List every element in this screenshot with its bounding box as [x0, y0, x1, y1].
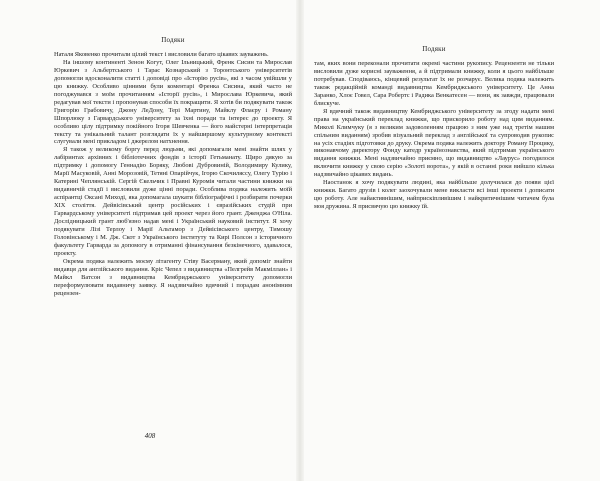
left-paragraph-1: Наталя Яковенко прочитали цілий текст і висловили багато цікавих зауважень.: [54, 51, 269, 58]
right-paragraph-2: Я вдячний також видавництву Кембриджського університету за згоду надати мені права на український переклад книжки, що прискорило роботу над цим виданням. Миколі Климчуку (я з великим задоволенням працюю з ним уже над третім нашим спільним виданням) зробив візуальний переклад з англійської та супроводив рукопис на усіх стадіях підготовки до друку. Окрема подяка належить доктору Роману Процику, виконавчому директору Фонду катедр українознавства, який підтримав українського видання книжки. Мені надзвичайно приємно, що видавництво «Лаурус» погодилося включити книжку у свою серію «Золоті ворота», у якій в останні роки вийшло кілька надзвичайно цікавих видань.: [314, 107, 554, 179]
right-paragraph-3: Наостанок я хочу подякувати людині, яка найбільше долучилася до появи цієї книжки. Багато друзів і колег заохочували мене викласти всі інші проекти і дописати цю роботу. Але найактивнішим, найприскіпливішим і найкритичнішим читачем була моя дружина. Я присвячую цю книжку їй.: [314, 179, 554, 211]
left-paragraph-3: Я також у великому боргу перед людьми, які допомагали мені знайти шлях у лабіринтах архівних і бібліотечних фондів з історії Гетьманату. Щиро дякую за підтримку і допомогу Геннадію Боряку, Любові Дубровиній, Володимиру Кулику, Марії Масуковій, Анні Морозовій, Тетяні Опарійчук, Ігорю Скочиляссу, Олегу Турію і Катерині Чеплянській. Сергій Єкельчик і Правні Куромія читали частини книжки на видавничій стадії і висловили дуже цінні поради. Особлива подяка належить моїй аспірантці Оксані Миході, яка допомагала шукати бібліографічні і розбирати почерки XIX століття. Дейвісівський центр російських і євразійських студій при Гарвардському університеті підтримав цей проект через його грант. Дженджа О'Ніла. Дослідницький грант люб'язно надав мені і Український науковий інститут. Я хочу подякувати Лізі Терлоу і Марії Альтамор з Дейвісівського центру, Тимошу Головінському і М. Дж. Скот з Українського інституту та Кирі Полсон з історичного факультету Гарварда за допомогу в отриманні фінансування безкінечного, здавалося, проекту.: [54, 146, 292, 257]
right-page: [300, 0, 600, 481]
page-number: 408: [144, 432, 156, 440]
book-gutter: [296, 0, 304, 481]
right-paragraph-1: там, яких вони переконали прочитати окремі частини рукопису. Рецензенти не тільки висловили дуже корисні зауваження, а й підтримали книжку, коли я цього найбільше потребував. Сподіваюсь, кінцевий результат їх не розчарує. Велика подяка належить також редакційній команді видавництва Кембриджського університету. Це Анна Заранко, Хлоє Говел, Сара Робертс і Радика Венкатесен — вони, як завжди, працювали блискуче.: [314, 60, 554, 107]
left-paragraph-4: Окрема подяка належить моєму літагенту Стіву Васерману, який допоміг знайти видавця для англійського видання. Кріс Чепел з видавництва «Пелгрейв Макміллан» і Майкл Ватсон з видавництва Кембриджського університету допомогли переформулювати видавничу заявку. Я надзвичайно вдячний і порадам анонімним рецензен-: [54, 257, 292, 297]
left-paragraph-2: На іншому континенті Зенон Когут, Олег Ільницький, Френк Сисин та Мирослав Юркевич з Альбертського і Тарас Кознарський з Торонтського університетів допомогли вдосконалити статті і доповіді про «Історію русів», які з часом увійшли у цю книжку. Особливо цінними були коментарі Френка Сисина, який часто не погоджувався з моїм прочитанням «Історії русів», і Мирослава Юркевича, який редагував мої тексти і пропонував способи їх покращити. Я хотів би подякувати також Григорію Грабовичу, Джону ЛеДону, Тері Мартину, Майклу Флаєру і Роману Шпорлюку з Гарвардського університету за їхні поради та інтерес до проекту. Я особливо цілу підтримку покійного Ігоря Шевченка — його майстерні інтерпретація тексту та унікальний талант розглядати їх у найширшому культурному контексті слугували мені прикладом і джерелом натхнення.: [54, 58, 292, 146]
left-running-head: Подяки: [161, 36, 185, 44]
right-running-head: Подяки: [422, 45, 446, 53]
